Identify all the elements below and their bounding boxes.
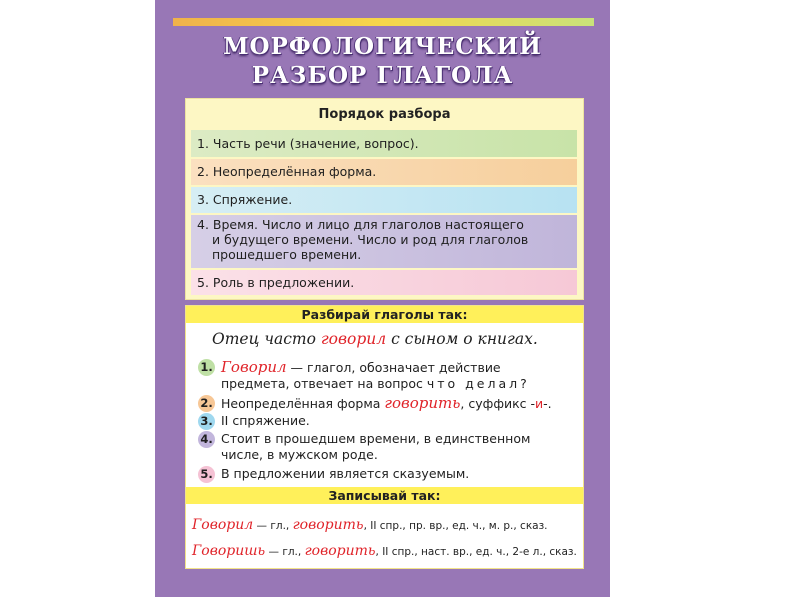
item-3-text: II спряжение. bbox=[221, 413, 310, 428]
example-sentence bbox=[212, 330, 538, 348]
sentence-start: Отец часто bbox=[212, 330, 321, 348]
number-badge-5: 5. bbox=[198, 466, 215, 483]
write-heading: Записывай так: bbox=[186, 487, 583, 504]
title-line-2: РАЗБОР ГЛАГОЛА bbox=[251, 62, 514, 89]
number-badge-4: 4. bbox=[198, 431, 215, 448]
example-1-infinitive: говорить bbox=[292, 517, 364, 533]
number-badge-2: 2. bbox=[198, 395, 215, 412]
example-2-text: , II спр., наст. вр., ед. ч., 2-е л., сказ. bbox=[375, 546, 577, 558]
item-2-suffix-label: , суффикс - bbox=[460, 396, 536, 411]
item-1-verb: Говорил bbox=[221, 358, 287, 376]
example-1-word: Говорил bbox=[192, 517, 254, 533]
number-badge-1: 1. bbox=[198, 359, 215, 376]
item-1-text: — глагол, обозначает действие bbox=[286, 360, 501, 375]
sentence-end: с сыном о книгах. bbox=[386, 330, 538, 348]
item-1-line-2: предмета, отвечает на вопрос bbox=[221, 376, 427, 391]
sentence-verb: говорил bbox=[320, 330, 387, 348]
item-2-suffix: и bbox=[535, 396, 544, 411]
order-step-4 bbox=[191, 215, 577, 268]
decorative-top-bar bbox=[173, 18, 594, 26]
example-1-text: , II спр., пр. вр., ед. ч., м. р., сказ. bbox=[363, 520, 548, 532]
example-1-mid: — гл., bbox=[253, 520, 293, 532]
item-5-text: В предложении является сказуемым. bbox=[221, 466, 470, 481]
page-title bbox=[155, 32, 610, 90]
item-2-text: Неопределённая форма bbox=[221, 396, 385, 411]
analysis-panel bbox=[185, 305, 584, 569]
item-4-line-2: числе, в мужском роде. bbox=[221, 447, 378, 462]
item-1-question: что делал? bbox=[426, 376, 530, 391]
number-badge-3: 3. bbox=[198, 413, 215, 430]
example-2-word: Говоришь bbox=[192, 543, 266, 559]
analyze-heading: Разбирай глаголы так: bbox=[186, 306, 583, 323]
order-step-4-line-3: прошедшего времени. bbox=[212, 247, 362, 262]
poster bbox=[155, 0, 610, 597]
order-step-3: 3. Спряжение. bbox=[191, 187, 577, 213]
item-2-infinitive: говорить bbox=[384, 394, 461, 412]
write-example-2 bbox=[192, 543, 582, 559]
item-4-text: Стоит в прошедшем времени, в единственном bbox=[221, 431, 531, 446]
item-2-end: -. bbox=[543, 396, 552, 411]
order-step-1: 1. Часть речи (значение, вопрос). bbox=[191, 130, 577, 157]
example-2-mid: — гл., bbox=[265, 546, 305, 558]
order-panel bbox=[185, 98, 584, 300]
order-step-4-line-2: и будущего времени. Число и род для глаголов bbox=[212, 232, 529, 247]
order-heading: Порядок разбора bbox=[318, 107, 451, 122]
title-line-1: МОРФОЛОГИЧЕСКИЙ bbox=[223, 33, 542, 60]
order-step-4-line-1: 4. Время. Число и лицо для глаголов настоящего bbox=[197, 217, 524, 232]
order-step-5: 5. Роль в предложении. bbox=[191, 270, 577, 295]
example-2-infinitive: говорить bbox=[304, 543, 376, 559]
order-step-2: 2. Неопределённая форма. bbox=[191, 159, 577, 185]
write-example-1 bbox=[192, 517, 582, 533]
